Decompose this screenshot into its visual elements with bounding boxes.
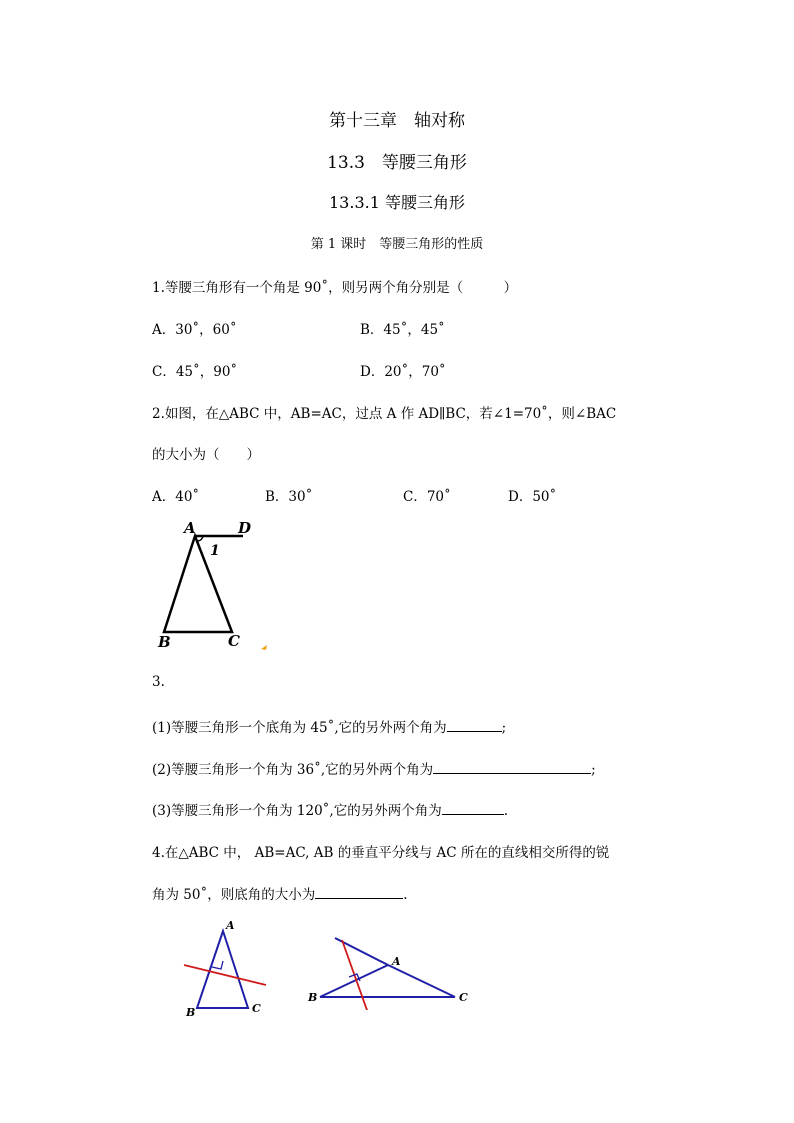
q3-part2-blank[interactable] <box>433 759 591 774</box>
right-angle-mark <box>212 961 223 969</box>
q3-part3-text: (3)等腰三角形一个角为 120˚,它的另外两个角为 <box>152 803 442 819</box>
q3-part1-text: (1)等腰三角形一个底角为 45˚,它的另外两个角为 <box>152 720 447 736</box>
q3-part2 <box>152 758 596 778</box>
subsection-title: 13.3.1 等腰三角形 <box>329 193 465 212</box>
stray-mark <box>261 645 267 650</box>
triangle-abc <box>164 536 232 632</box>
q3-part1-end: ; <box>501 720 507 736</box>
q2-stem-line1: 2.如图，在△ABC 中，AB=AC，过点 A 作 AD∥BC，若∠1=70˚，则∠BAC <box>152 406 617 422</box>
label-angle-1: 1 <box>210 543 220 559</box>
q2-option-b: B．30˚ <box>265 489 313 505</box>
q3-part2-end: ; <box>591 762 596 778</box>
q2-option-c: C．70˚ <box>403 489 451 505</box>
perpendicular-bisector <box>184 965 266 985</box>
chapter-title: 第十三章 轴对称 <box>329 111 465 131</box>
label-c: C <box>459 991 468 1004</box>
label-c: C <box>228 632 240 650</box>
q2-option-d: D．50˚ <box>508 489 557 505</box>
q3-number: 3. <box>152 674 165 690</box>
q3-part2-text: (2)等腰三角形一个角为 36˚,它的另外两个角为 <box>152 762 434 778</box>
q4-stem-line1: 4.在△ABC 中， AB=AC, AB 的垂直平分线与 AC 所在的直线相交所得的锐 <box>152 845 610 861</box>
q4-stem-text: 角为 50˚，则底角的大小为 <box>152 887 316 903</box>
lesson-title: 第 1 课时 等腰三角形的性质 <box>310 237 484 252</box>
label-a: A <box>184 519 196 537</box>
side-ab <box>320 965 388 997</box>
q2-option-a: A．40˚ <box>152 489 200 505</box>
q4-stem-line2 <box>152 883 408 903</box>
q3-part3 <box>152 799 508 819</box>
q3-part3-blank[interactable] <box>442 800 504 815</box>
q4-figure-acute <box>175 915 275 1020</box>
label-d: D <box>238 519 252 537</box>
q1-stem: 1.等腰三角形有一个角是 90˚，则另两个角分别是（ ） <box>152 280 518 296</box>
label-b: B <box>158 633 171 651</box>
q2-stem-line2: 的大小为（ ） <box>152 447 260 463</box>
q4-figure-obtuse <box>305 925 475 1010</box>
section-title: 13.3 等腰三角形 <box>327 153 467 173</box>
label-a: A <box>226 919 235 932</box>
q1-option-c: C．45˚，90˚ <box>152 364 238 380</box>
label-c: C <box>252 1002 261 1015</box>
q2-triangle-figure <box>150 512 280 657</box>
q3-part1-blank[interactable] <box>447 717 502 732</box>
side-ac <box>388 965 455 997</box>
label-a: A <box>392 955 401 968</box>
q1-option-a: A．30˚，60˚ <box>152 322 237 338</box>
q4-stem-end: . <box>403 887 408 903</box>
q1-option-d: D．20˚，70˚ <box>360 364 446 380</box>
q3-part1 <box>152 716 506 736</box>
label-b: B <box>186 1006 196 1019</box>
q4-blank[interactable] <box>315 884 403 899</box>
q1-option-b: B．45˚，45˚ <box>360 322 445 338</box>
q3-part3-end: . <box>503 803 509 819</box>
label-b: B <box>308 991 318 1004</box>
